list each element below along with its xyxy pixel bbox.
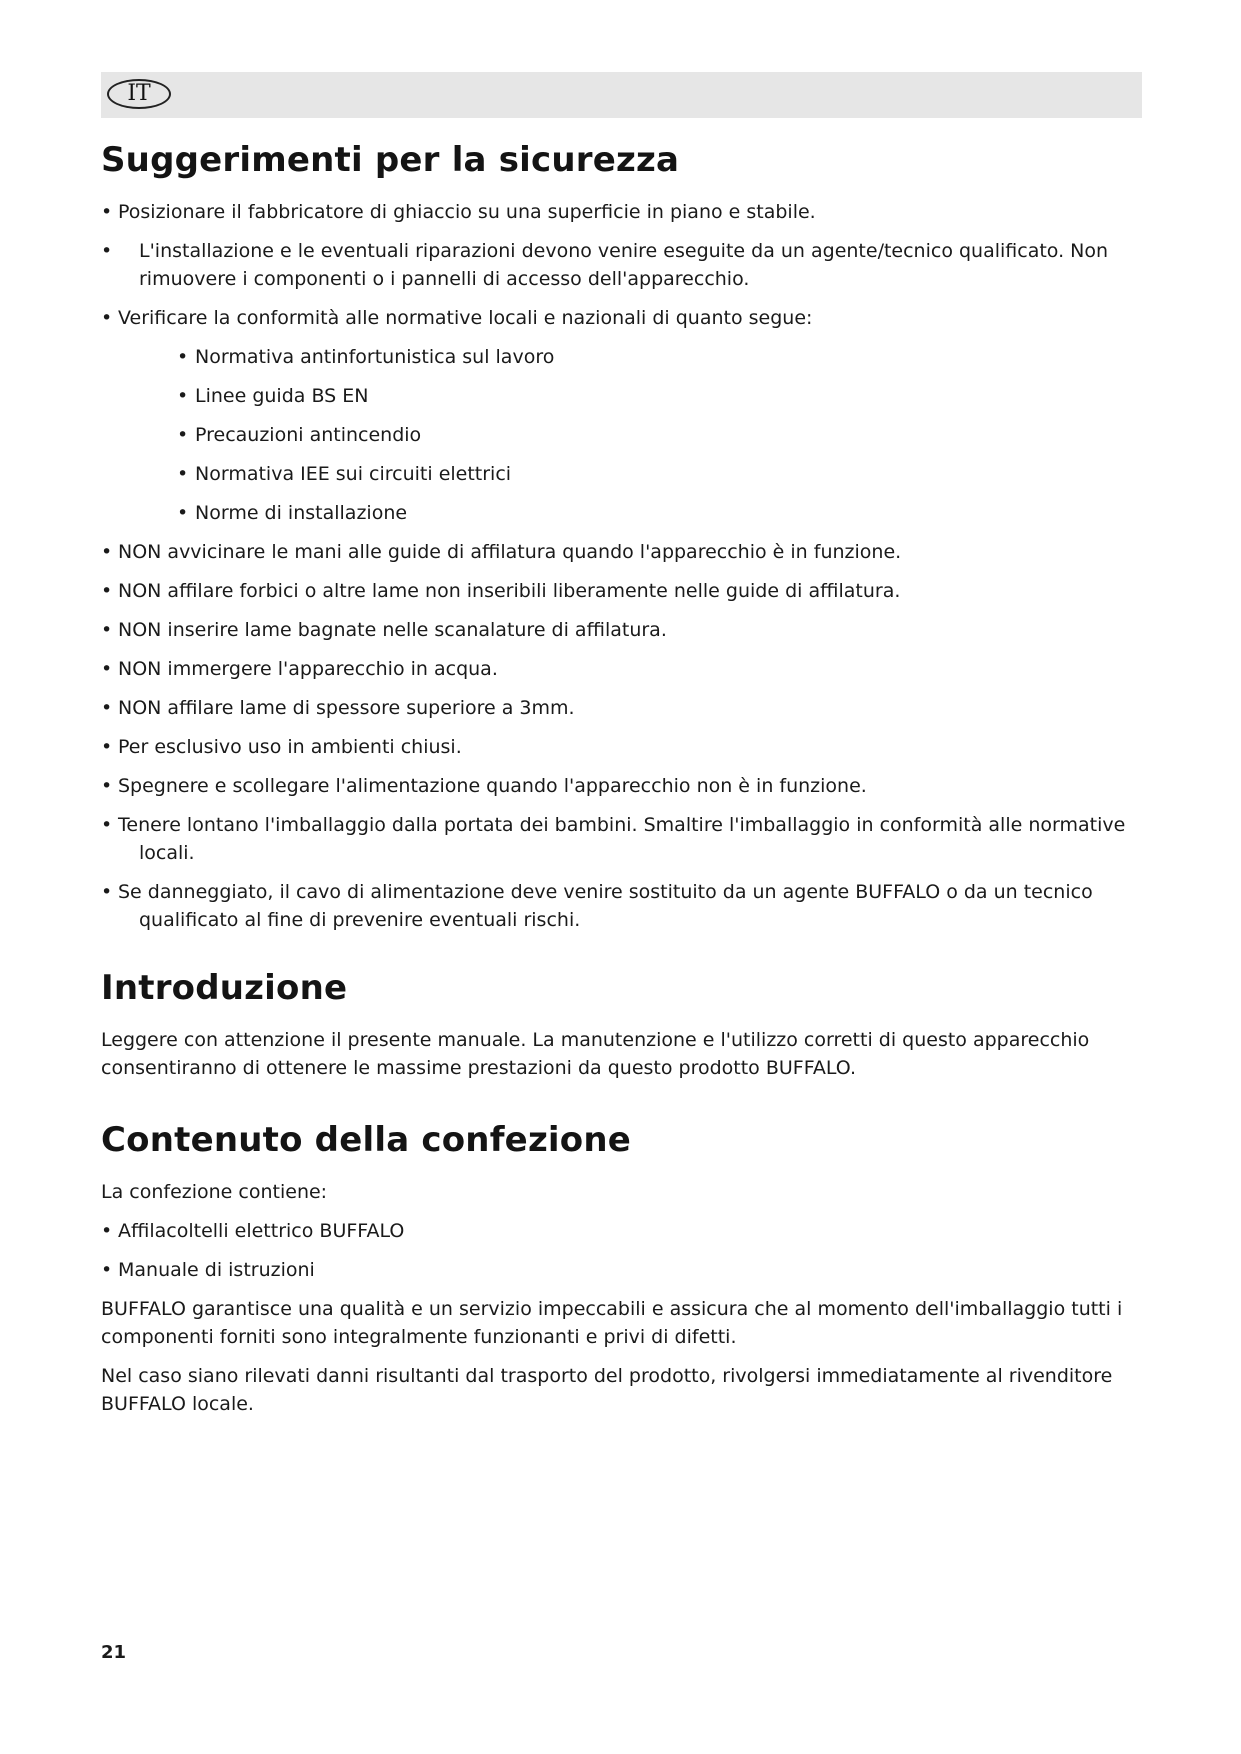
contents-lead: La confezione contiene: [101,1181,328,1203]
list-item [101,237,1141,293]
bullet: • [101,619,113,641]
list-item-text: Affilacoltelli elettrico BUFFALO [118,1220,405,1242]
contents-title: Contenuto della confezione [101,1120,632,1160]
bullet: • [101,775,113,797]
intro-section [101,968,1141,1082]
safety-section [101,140,1141,934]
contents-paragraph-2: Nel caso siano rilevati danni risultanti dal trasporto del prodotto, rivolgersi immediatamente al rivenditore BUFFALO locale. [101,1365,1113,1415]
contents-paragraph-1: BUFFALO garantisce una qualità e un servizio impeccabili e assicura che al momento dell'imballaggio tutti i componenti forniti sono integralmente funzionanti e privi di difetti. [101,1298,1123,1348]
list-item [101,304,1141,332]
bullet: • [101,307,113,329]
bullet: • [101,541,113,563]
language-badge: IT [107,79,171,109]
list-item [101,811,1141,867]
list-item [101,616,1141,644]
safety-title: Suggerimenti per la sicurezza [101,140,680,180]
intro-title: Introduzione [101,968,348,1008]
sub-list-item-text: Normativa antinfortunistica sul lavoro [195,346,555,368]
list-item-text: Per esclusivo uso in ambienti chiusi. [118,736,462,758]
list-item [101,577,1141,605]
bullet: • [101,201,113,223]
bullet: • [177,346,189,368]
bullet: • [101,736,113,758]
page-content [101,140,1141,1429]
list-item [101,772,1141,800]
list-item-text: NON affilare lame di spessore superiore a 3mm. [118,697,575,719]
list-item-text: Verificare la conformità alle normative locali e nazionali di quanto segue: [118,307,813,329]
list-item-text: Spegnere e scollegare l'alimentazione quando l'apparecchio non è in funzione. [118,775,867,797]
sub-list-item [177,499,1141,527]
list-item-text: Tenere lontano l'imballaggio dalla portata dei bambini. Smaltire l'imballaggio in conformità alle normative locali. [118,814,1126,864]
language-header-bar [101,72,1142,118]
bullet: • [101,580,113,602]
list-item [101,878,1141,934]
bullet: • [101,697,113,719]
list-item-text: NON avvicinare le mani alle guide di affilatura quando l'apparecchio è in funzione. [118,541,902,563]
list-item-text: NON affilare forbici o altre lame non inseribili liberamente nelle guide di affilatura. [118,580,901,602]
bullet: • [101,881,113,903]
list-item [101,694,1141,722]
bullet: • [101,1259,113,1281]
sub-list-item [177,343,1141,371]
bullet: • [101,1220,113,1242]
list-item-text: Se danneggiato, il cavo di alimentazione deve venire sostituito da un agente BUFFALO o da un tecnico qualificato al fine di prevenire eventuali rischi. [118,881,1093,931]
bullet: • [177,502,189,524]
sub-list-item [177,460,1141,488]
contents-section [101,1120,1141,1418]
bullet: • [177,463,189,485]
list-item-text: NON inserire lame bagnate nelle scanalature di affilatura. [118,619,667,641]
list-item-text: Posizionare il fabbricatore di ghiaccio su una superficie in piano e stabile. [118,201,816,223]
page-number: 21 [101,1642,127,1663]
bullet: • [101,240,113,262]
sub-list-item-text: Norme di installazione [195,502,408,524]
sub-list-item [177,421,1141,449]
list-item [101,733,1141,761]
bullet: • [177,385,189,407]
list-item [101,1217,1141,1245]
sub-list-item-text: Normativa IEE sui circuiti elettrici [195,463,512,485]
bullet: • [101,658,113,680]
intro-paragraph: Leggere con attenzione il presente manuale. La manutenzione e l'utilizzo corretti di questo apparecchio consentiranno di ottenere le massime prestazioni da questo prodotto BUFFALO. [101,1029,1090,1079]
bullet: • [177,424,189,446]
bullet: • [101,814,113,836]
sub-list-item [177,382,1141,410]
list-item [101,1256,1141,1284]
sub-list-item-text: Linee guida BS EN [195,385,369,407]
list-item [101,538,1141,566]
list-item [101,198,1141,226]
list-item [101,655,1141,683]
list-item-text: L'installazione e le eventuali riparazioni devono venire eseguite da un agente/tecnico qualificato. Non rimuovere i componenti o i pannelli di accesso dell'apparecchio. [139,240,1109,290]
sub-list-item-text: Precauzioni antincendio [195,424,422,446]
list-item-text: Manuale di istruzioni [118,1259,315,1281]
list-item-text: NON immergere l'apparecchio in acqua. [118,658,498,680]
